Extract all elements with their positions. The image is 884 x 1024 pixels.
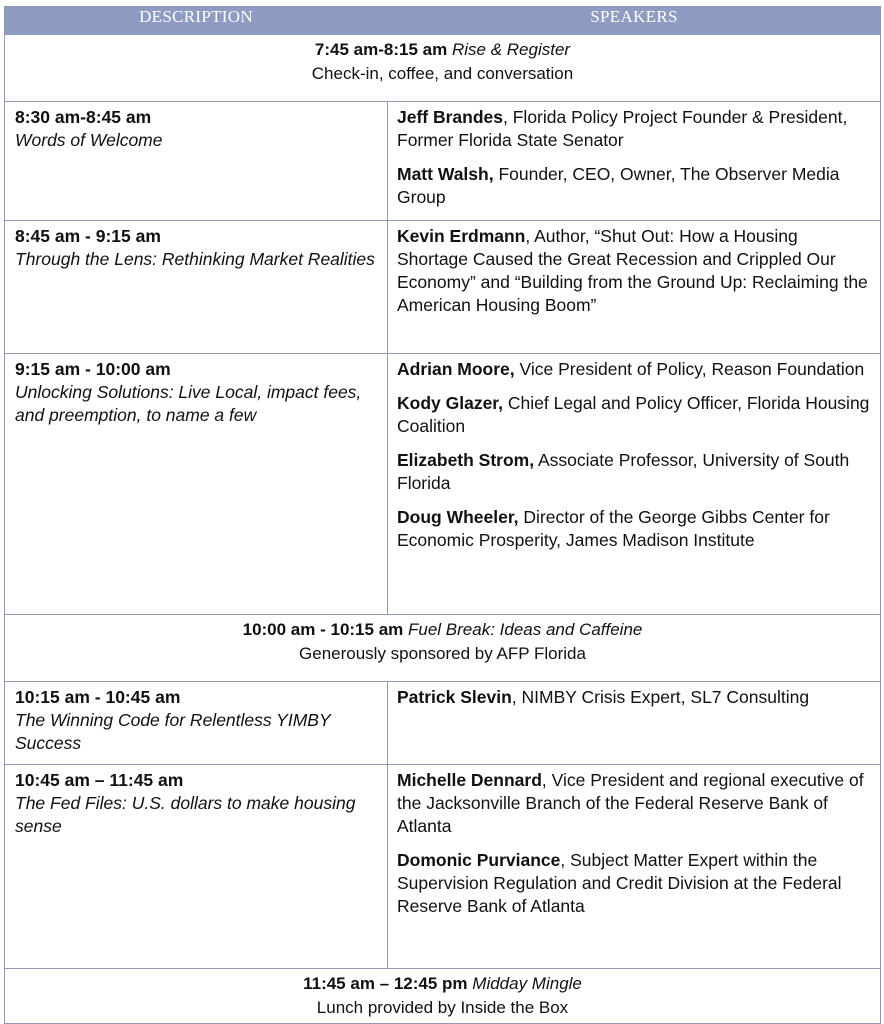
session-time: 10:15 am - 10:45 am: [15, 687, 181, 707]
break-subtitle: Lunch provided by Inside the Box: [316, 998, 569, 1017]
session-description: [5, 354, 388, 615]
session-row: [5, 102, 881, 221]
speaker-name: Domonic Purviance: [397, 850, 561, 870]
speaker-role: Chief Legal and Policy Officer, Florida Housing Coalition: [397, 393, 870, 436]
speaker-role: , Subject Matter Expert within the Supervision Regulation and Credit Division at the Federal Reserve Bank of Atlanta: [397, 850, 842, 916]
speaker-name: Kody Glazer,: [397, 393, 504, 413]
break-cell: [5, 615, 881, 682]
speaker-role: Director of the George Gibbs Center for Economic Prosperity, James Madison Institute: [397, 507, 830, 550]
session-speakers: [388, 765, 881, 969]
header-row: [5, 7, 881, 35]
session-time: 8:45 am - 9:15 am: [15, 226, 161, 246]
break-row: [5, 615, 881, 682]
speaker-name: Matt Walsh,: [397, 164, 494, 184]
speaker-entry: [397, 506, 870, 552]
session-row: [5, 682, 881, 765]
speaker-entry: [397, 449, 870, 495]
break-time: 10:00 am - 10:15 am: [242, 620, 404, 639]
session-title: Words of Welcome: [15, 130, 163, 150]
speaker-name: Kevin Erdmann: [397, 226, 526, 246]
break-time: 11:45 am – 12:45 pm: [303, 974, 468, 993]
speaker-role: , Author, “Shut Out: How a Housing Shortage Caused the Great Recession and Crippled Our Economy” and “Building from the Ground Up: Reclaiming the American Housing Boom”: [397, 226, 868, 315]
break-row: [5, 35, 881, 102]
speaker-entry: [397, 392, 870, 438]
break-time: 7:45 am-8:15 am: [314, 40, 448, 59]
speaker-role: Vice President of Policy, Reason Foundation: [514, 359, 865, 379]
speaker-role: Founder, CEO, Owner, The Observer Media Group: [397, 164, 840, 207]
speaker-entry: [397, 163, 870, 209]
session-description: [5, 102, 388, 221]
speaker-entry: [397, 686, 870, 709]
session-description: [5, 765, 388, 969]
speaker-name: Jeff Brandes: [397, 107, 504, 127]
session-title: The Fed Files: U.S. dollars to make housing sense: [15, 793, 356, 836]
break-title: Rise & Register: [451, 40, 571, 59]
break-subtitle: Check-in, coffee, and conversation: [311, 64, 574, 83]
speaker-role: , Vice President and regional executive of the Jacksonville Branch of the Federal Reserve Bank of Atlanta: [397, 770, 864, 836]
session-row: [5, 765, 881, 969]
session-speakers: [388, 682, 881, 765]
break-row: [5, 969, 881, 1024]
session-title: The Winning Code for Relentless YIMBY Success: [15, 710, 331, 753]
session-row: [5, 221, 881, 354]
break-title: Fuel Break: Ideas and Caffeine: [408, 620, 643, 639]
session-speakers: [388, 221, 881, 354]
speaker-name: Doug Wheeler,: [397, 507, 519, 527]
session-speakers: [388, 354, 881, 615]
speaker-entry: [397, 849, 870, 918]
session-title: Unlocking Solutions: Live Local, impact fees, and preemption, to name a few: [15, 382, 362, 425]
speaker-entry: [397, 358, 870, 381]
agenda-table: [4, 6, 881, 1024]
speaker-name: Patrick Slevin: [397, 687, 512, 707]
session-description: [5, 682, 388, 765]
description-header: DESCRIPTION: [5, 7, 388, 35]
session-time: 8:30 am-8:45 am: [15, 107, 152, 127]
session-description: [5, 221, 388, 354]
break-subtitle: Generously sponsored by AFP Florida: [299, 644, 586, 663]
speaker-role: , Florida Policy Project Founder & President, Former Florida State Senator: [397, 107, 848, 150]
speaker-role: Associate Professor, University of South Florida: [397, 450, 850, 493]
speaker-entry: [397, 106, 870, 152]
break-cell: [5, 35, 881, 102]
session-title: Through the Lens: Rethinking Market Realities: [15, 249, 375, 269]
speaker-name: Adrian Moore,: [397, 359, 515, 379]
session-time: 10:45 am – 11:45 am: [15, 770, 184, 790]
speaker-entry: [397, 225, 870, 317]
session-speakers: [388, 102, 881, 221]
break-cell: [5, 969, 881, 1024]
speaker-role: , NIMBY Crisis Expert, SL7 Consulting: [511, 687, 810, 707]
speaker-entry: [397, 769, 870, 838]
speaker-name: Elizabeth Strom,: [397, 450, 535, 470]
session-time: 9:15 am - 10:00 am: [15, 359, 171, 379]
break-title: Midday Mingle: [472, 974, 582, 993]
speakers-header: SPEAKERS: [388, 7, 881, 35]
session-row: [5, 354, 881, 615]
speaker-name: Michelle Dennard: [397, 770, 542, 790]
